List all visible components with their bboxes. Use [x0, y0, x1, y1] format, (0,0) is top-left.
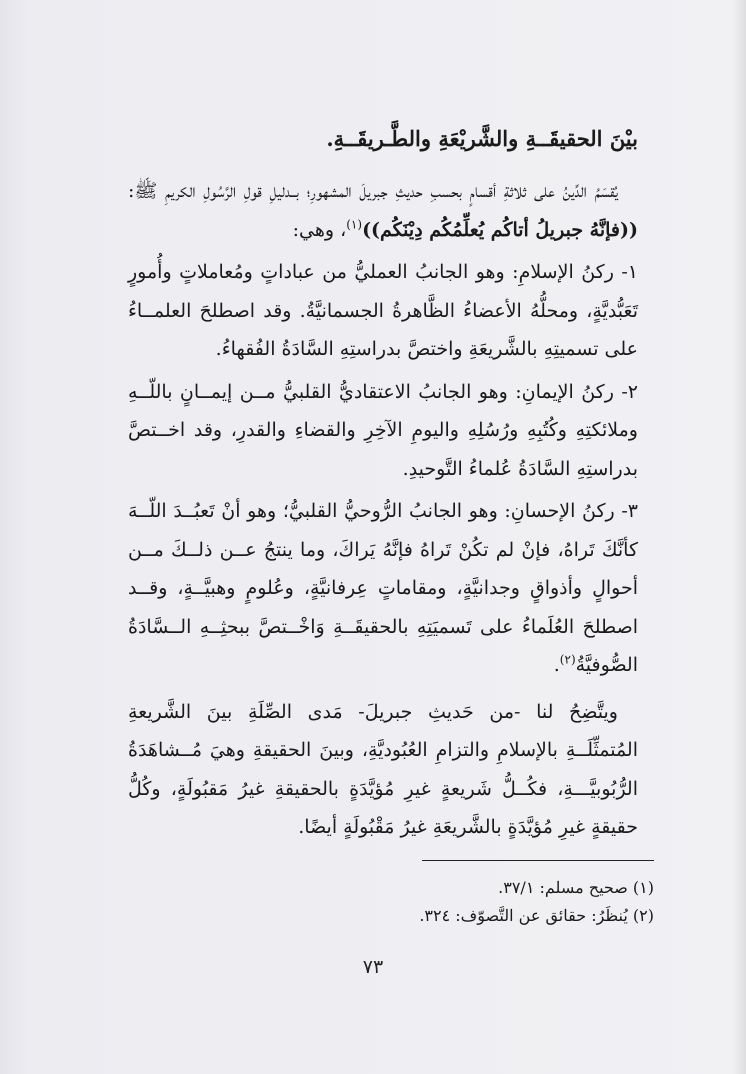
list-item-end: . — [553, 654, 560, 676]
hadith-quote: ((فإنَّهُ جبريلُ أتاكُم يُعلِّمُكُم دِيْنَكُم)) — [362, 218, 638, 241]
footnote-divider — [422, 860, 654, 861]
list-item-ihsan — [128, 492, 638, 685]
intro-paragraph — [128, 172, 638, 249]
list-item-islam — [128, 253, 638, 369]
list-item-text: ركنُ الإحسانِ: وهو الجانبُ الرُّوحيُّ القلبيُّ؛ وهو أنْ تَعبُــدَ اللّــهَ كأنَّكَ تَراهُ، فإنْ لم تكُنْ تَراهُ فإنَّهُ يَراكَ، وما ينتجُ عــن ذلــكَ مــن أحوالٍ وأذواقٍ وجدانيَّةٍ، ومقاماتٍ عِرفانيَّةٍ، وعُلومٍ وهبيَّــةٍ، وقــد اصطلحَ العُلَماءُ على تَسميَتِهِ بالحقيقَــةِ وَاخْــتصَّ ببحثِــهِ الــسَّادَةُ الصُّوفيَّةُ — [128, 500, 638, 676]
footnote-ref-2: (٢) — [559, 652, 576, 667]
list-item-iman — [128, 373, 638, 489]
intro-ending: ، وهي: — [292, 218, 347, 241]
page-content — [128, 118, 638, 853]
closing-paragraph: ويتَّضِحُ لنا -من حَديثِ جبريلَ- مَدى الصِّلَةِ بينَ الشَّريعةِ المُتمثِّلَــةِ بالإسلامِ والتزامِ العُبُوديَّةِ، وبينَ الحقيقةِ وهيَ مُــشاهَدَةُ الرُّبُوبيَّـــةِ، فكُــلُّ شَريعةٍ غيرِ مُؤيَّدَةٍ بالحقيقةِ غيرُ مَقبُولَةٍ، وكُلُّ حقيقةٍ غيرِ مُؤيَّدَةٍ بالشَّريعَةِ غيرُ مَقْبُولَةٍ أيضًا. — [128, 700, 638, 838]
list-item-text: ركنُ الإيمانِ: وهو الجانبُ الاعتقاديُّ القلبيُّ مــن إيمــانٍ باللّــهِ وملائكتِهِ وكُتُبِهِ ورُسُلِهِ واليومِ الآخِرِ والقضاءِ والقدرِ، وقد اخــتصَّ بدراستِهِ السَّادَةُ عُلماءُ التَّوحيدِ. — [128, 380, 638, 480]
footnotes — [134, 874, 654, 930]
footnote-2: (٢) يُنظَرُ: حقائق عن التَّصوّف: ٣٢٤. — [419, 906, 654, 925]
list-item-number: ٣- — [621, 500, 638, 522]
intro-text: يُقسَمُ الدِّينُ على ثلاثةِ أقسامٍ بحسبِ حديثِ جبريلَ المشهورِ؛ بــدليلِ قولِ الرَّسُولِ الكريمِ ﷺ: — [128, 180, 618, 202]
list-item-number: ١- — [621, 261, 638, 283]
page-number: ٧٣ — [362, 956, 384, 978]
list-item-text: ركنُ الإسلامِ: وهو الجانبُ العمليُّ من عباداتٍ ومُعاملاتٍ وأُمورٍ تَعَبُّديَّةٍ، ومحلُّهُ الأعضاءُ الظَّاهرةُ الجسمانيَّةُ. وقد اصطلحَ العلمــاءُ على تسميتِهِ بالشَّريعَةِ واختصَّ بدراستِهِ السَّادَةُ الفُقهاءُ. — [128, 261, 638, 360]
footnote-ref-1: (١) — [346, 217, 363, 232]
section-heading: بيْنَ الحقيقَــةِ والشَّريْعَةِ والطَّـريقَــةِ. — [326, 126, 638, 151]
footnote-1: (١) صحيح مسلم: ٣٧/١. — [498, 878, 654, 897]
list-item-number: ٢- — [621, 380, 638, 403]
